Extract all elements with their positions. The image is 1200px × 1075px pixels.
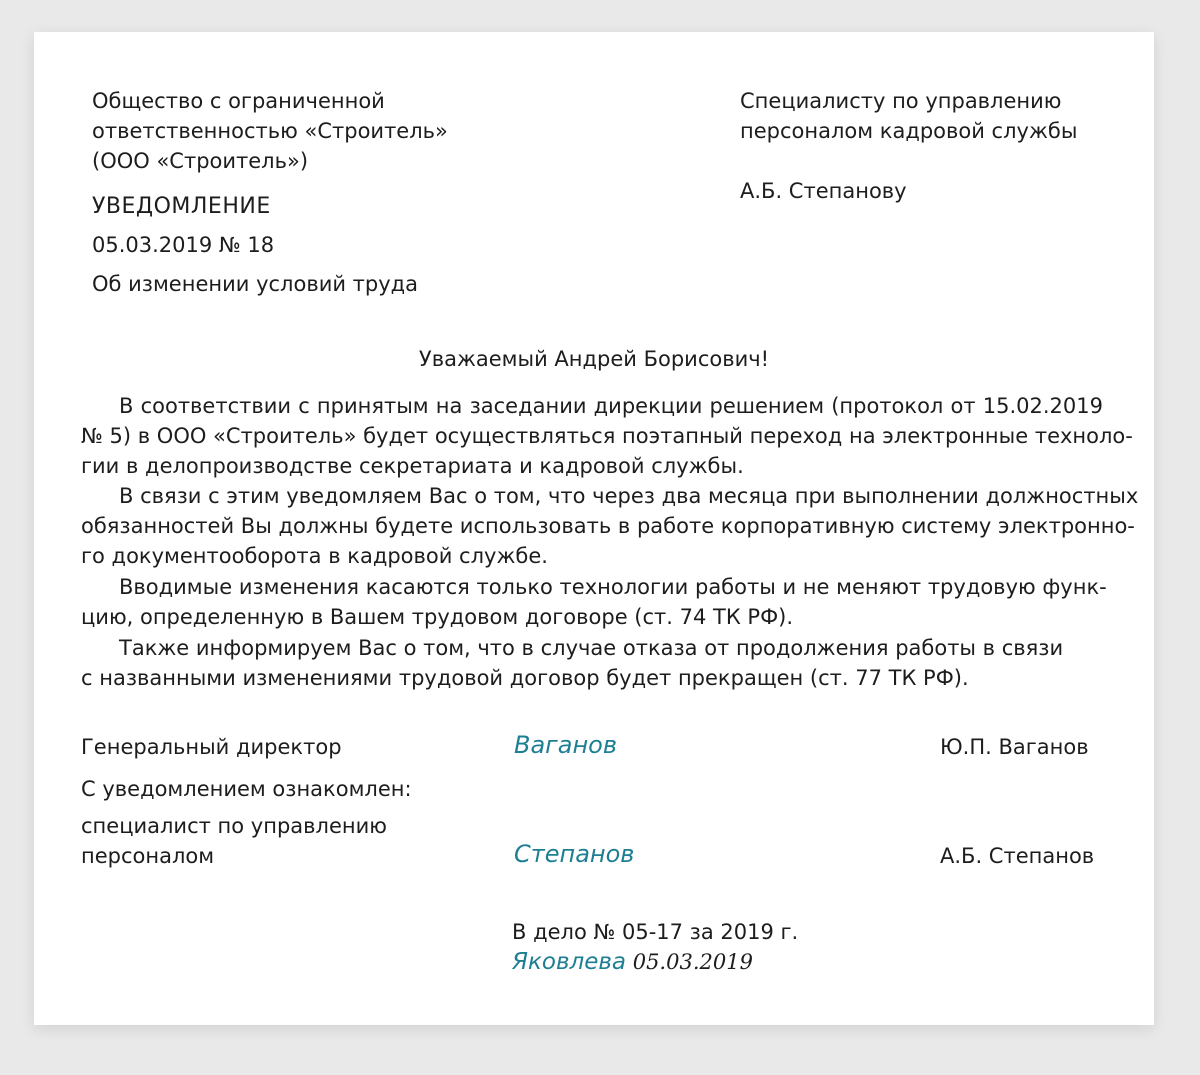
body-line: № 5) в ООО «Строитель» будет осуществляться поэтапный переход на электронные техноло- — [81, 424, 1133, 448]
filer-signature: Яковлева — [512, 949, 627, 975]
addressee-line-2: персоналом кадровой службы — [740, 119, 1078, 143]
director-title: Генеральный директор — [81, 735, 342, 759]
acknowledged-label: С уведомлением ознакомлен: — [81, 777, 412, 801]
document-type: УВЕДОМЛЕНИЕ — [92, 194, 271, 219]
body-line: Также информируем Вас о том, что в случае отказа от продолжения работы в связи — [119, 636, 1064, 660]
document-date-number: 05.03.2019 № 18 — [92, 233, 275, 257]
director-signature: Ваганов — [514, 731, 618, 759]
employee-signature: Степанов — [514, 840, 635, 868]
document-page — [34, 32, 1154, 1025]
addressee-line-1: Специалисту по управлению — [740, 89, 1062, 113]
employee-title-line-2: персоналом — [81, 844, 215, 868]
employee-title-line-1: специалист по управлению — [81, 814, 387, 838]
org-line-1: Общество с ограниченной — [92, 89, 385, 113]
employee-name: А.Б. Степанов — [940, 844, 1095, 868]
document-subject: Об изменении условий труда — [92, 272, 419, 296]
org-line-2: ответственностью «Строитель» — [92, 119, 448, 143]
body-line: В соответствии с принятым на заседании дирекции решением (протокол от 15.02.2019 — [119, 394, 1103, 418]
body-line: го документооборота в кадровой службе. — [81, 544, 548, 568]
body-line: Вводимые изменения касаются только технологии работы и не меняют трудовую функ- — [119, 575, 1107, 599]
director-name: Ю.П. Ваганов — [940, 735, 1089, 759]
case-note: В дело № 05-17 за 2019 г. — [512, 920, 799, 944]
addressee-name: А.Б. Степанову — [740, 179, 907, 203]
body-line: с названными изменениями трудовой договор будет прекращен (ст. 77 ТК РФ). — [81, 666, 969, 690]
body-line: цию, определенную в Вашем трудовом договоре (ст. 74 ТК РФ). — [81, 605, 794, 629]
filer-date: 05.03.2019 — [632, 950, 753, 974]
body-line: гии в делопроизводстве секретариата и кадровой службы. — [81, 454, 744, 478]
greeting: Уважаемый Андрей Борисович! — [418, 347, 770, 371]
org-line-3: (ООО «Строитель») — [92, 149, 309, 173]
filer-line — [512, 947, 753, 977]
body-line: В связи с этим уведомляем Вас о том, что через два месяца при выполнении должностных — [119, 484, 1139, 508]
body-line: обязанностей Вы должны будете использовать в работе корпоративную систему электронно- — [81, 514, 1135, 538]
